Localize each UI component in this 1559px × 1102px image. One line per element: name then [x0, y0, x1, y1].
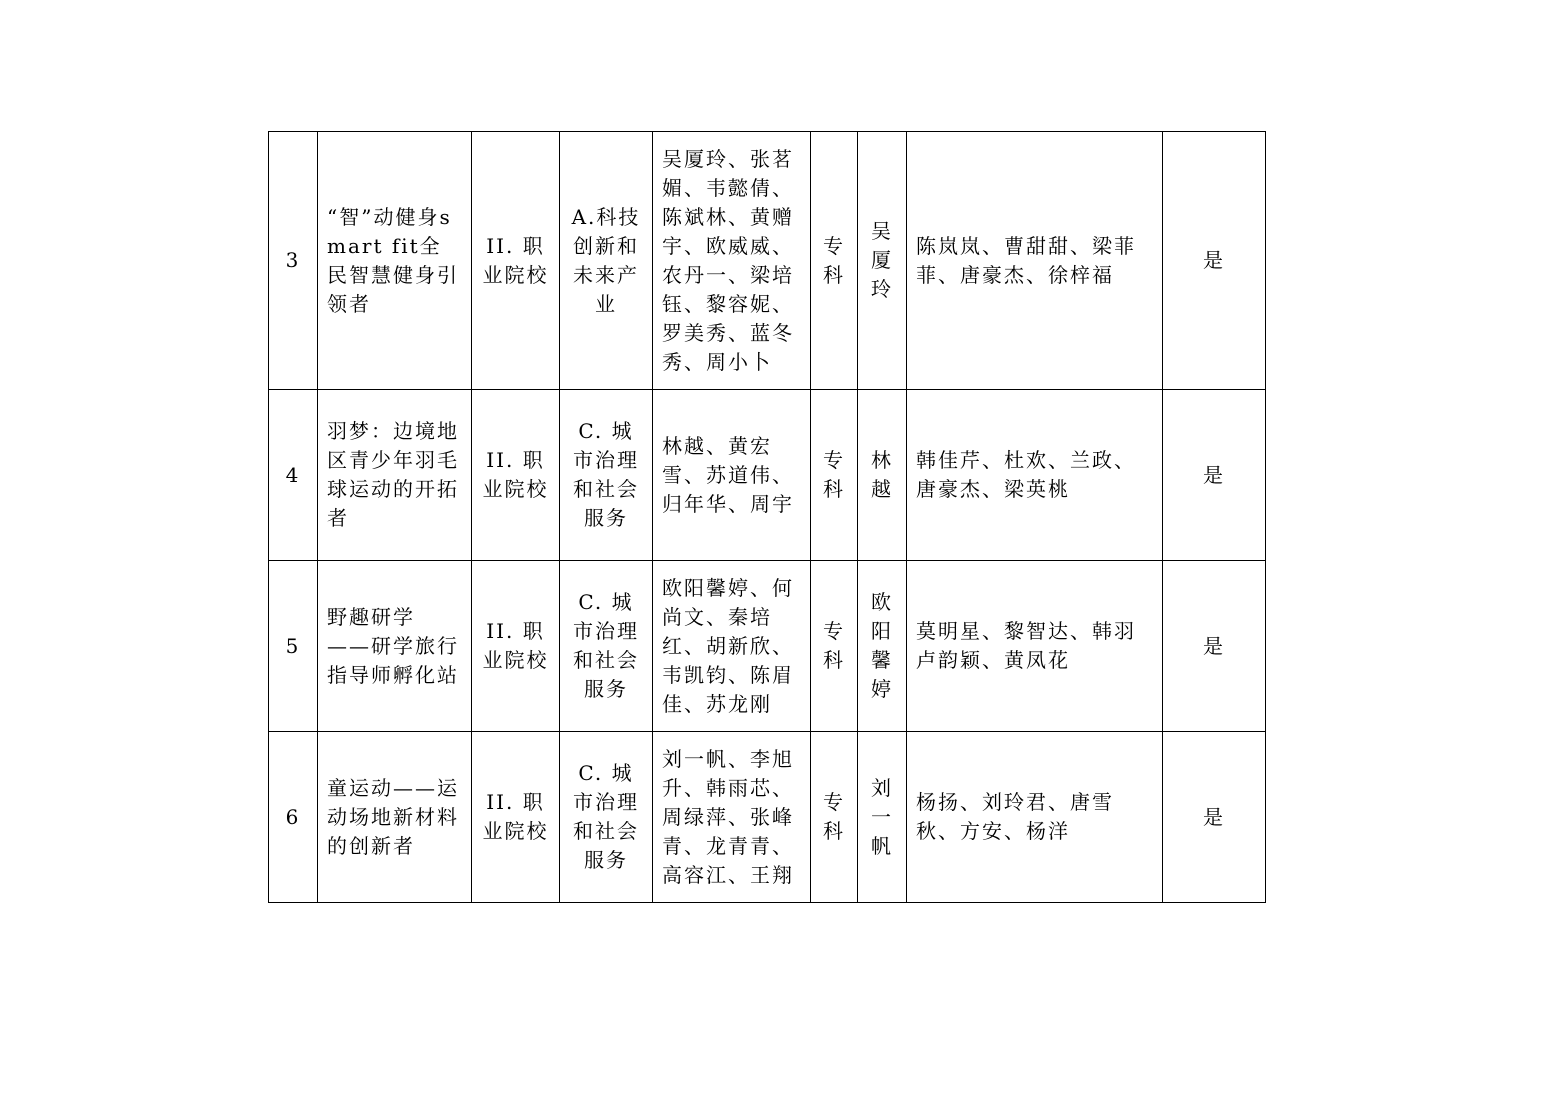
team-leader: 吴厦玲	[858, 132, 907, 390]
flag-value: 是	[1163, 132, 1266, 390]
project-name: 野趣研学 ——研学旅行指导师孵化站	[318, 561, 472, 732]
track: A.科技创新和未来产业	[560, 132, 653, 390]
education-level: 专科	[811, 390, 858, 561]
table-row	[269, 132, 1266, 390]
row-number: 3	[269, 132, 318, 390]
track: C. 城市治理和社会服务	[560, 561, 653, 732]
school-type: II. 职业院校	[472, 561, 560, 732]
project-name: 羽梦：边境地区青少年羽毛球运动的开拓者	[318, 390, 472, 561]
track: C. 城市治理和社会服务	[560, 732, 653, 903]
team-leader: 刘一帆	[858, 732, 907, 903]
team-members: 吴厦玲、张茗媚、韦懿倩、陈斌林、黄赠宇、欧威威、农丹一、梁培钰、黎容妮、罗美秀、蓝冬秀、周小卜	[653, 132, 811, 390]
table-row	[269, 561, 1266, 732]
team-members: 刘一帆、李旭升、韩雨芯、周绿萍、张峰青、龙青青、高容江、王翔	[653, 732, 811, 903]
flag-value: 是	[1163, 732, 1266, 903]
table-row	[269, 732, 1266, 903]
school-type: II. 职业院校	[472, 132, 560, 390]
project-table	[268, 131, 1266, 903]
flag-value: 是	[1163, 390, 1266, 561]
education-level: 专科	[811, 732, 858, 903]
school-type: II. 职业院校	[472, 390, 560, 561]
advisors: 莫明星、黎智达、韩羽卢韵颖、黄凤花	[907, 561, 1163, 732]
advisors: 杨扬、刘玲君、唐雪秋、方安、杨洋	[907, 732, 1163, 903]
table-row	[269, 390, 1266, 561]
project-name: “智”动健身smart fit全民智慧健身引领者	[318, 132, 472, 390]
team-leader: 林越	[858, 390, 907, 561]
project-name: 童运动——运动场地新材料的创新者	[318, 732, 472, 903]
flag-value: 是	[1163, 561, 1266, 732]
row-number: 6	[269, 732, 318, 903]
track: C. 城市治理和社会服务	[560, 390, 653, 561]
advisors: 韩佳芹、杜欢、兰政、唐豪杰、梁英桃	[907, 390, 1163, 561]
education-level: 专科	[811, 132, 858, 390]
team-members: 林越、黄宏雪、苏道伟、归年华、周宇	[653, 390, 811, 561]
advisors: 陈岚岚、曹甜甜、梁菲菲、唐豪杰、徐梓福	[907, 132, 1163, 390]
school-type: II. 职业院校	[472, 732, 560, 903]
row-number: 5	[269, 561, 318, 732]
team-members: 欧阳馨婷、何尚文、秦培红、胡新欣、韦凯钧、陈眉佳、苏龙刚	[653, 561, 811, 732]
education-level: 专科	[811, 561, 858, 732]
row-number: 4	[269, 390, 318, 561]
team-leader: 欧阳馨婷	[858, 561, 907, 732]
